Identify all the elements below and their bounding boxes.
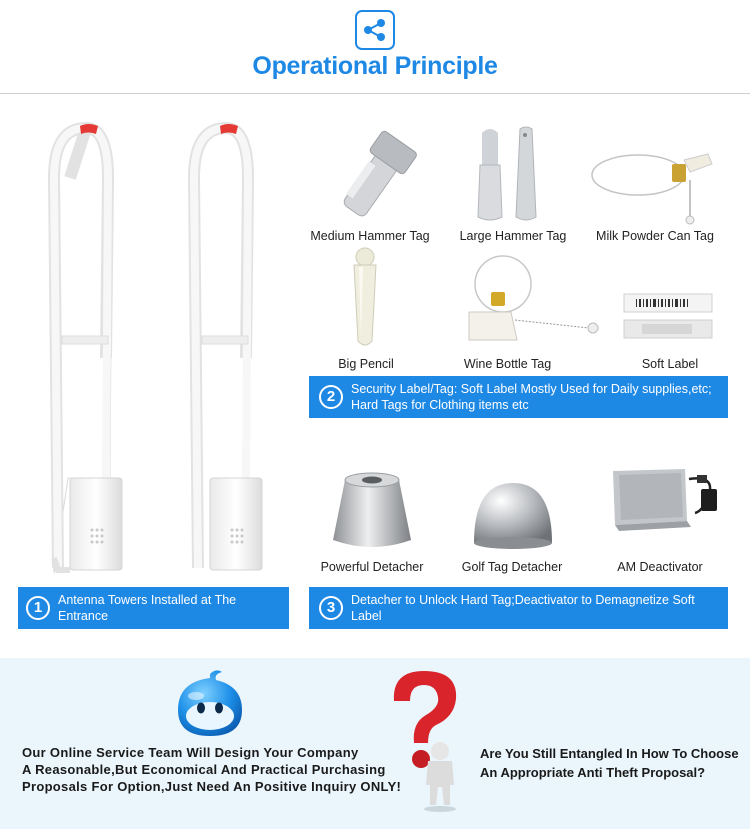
footer-service-text: Our Online Service Team Will Design Your Company A Reasonable,But Economical And Practical Purchasing Proposals For Option,Just Need An Positive Inquiry ONLY! [22, 745, 402, 794]
banner-text: Security Label/Tag: Soft Label Mostly Used for Daily supplies,etc; Hard Tags for Clothing items etc [351, 382, 712, 412]
step-number: 3 [319, 596, 343, 620]
label-powerful-detacher: Powerful Detacher [320, 560, 424, 574]
label-am-deactivator: AM Deactivator [617, 560, 703, 574]
label-big-pencil: Big Pencil [338, 357, 394, 371]
page-title: Operational Principle [252, 52, 498, 80]
powerful-detacher-image [325, 470, 420, 555]
big-pencil-tag-image [340, 245, 390, 350]
label-golf-tag-detacher: Golf Tag Detacher [461, 560, 563, 574]
header-divider [0, 93, 750, 94]
banner-text: Detacher to Unlock Hard Tag;Deactivator to Demagnetize Soft Label [351, 593, 695, 623]
step-number: 2 [319, 385, 343, 409]
label-wine-bottle-tag: Wine Bottle Tag [463, 357, 552, 371]
banner-security-label [309, 376, 728, 418]
share-icon [355, 10, 395, 50]
footer-question-text: Are You Still Entangled In How To Choose An Appropriate Anti Theft Proposal? [480, 746, 739, 780]
label-medium-hammer-tag: Medium Hammer Tag [310, 229, 430, 243]
banner-detacher [309, 587, 728, 629]
step-number: 1 [26, 596, 50, 620]
label-milk-powder-can-tag: Milk Powder Can Tag [596, 229, 714, 243]
banner-antenna-towers [18, 587, 289, 629]
banner-text: Antenna Towers Installed at The Entrance [58, 593, 237, 623]
antenna-towers-image [40, 118, 280, 583]
medium-hammer-tag-image [335, 130, 425, 225]
label-large-hammer-tag: Large Hammer Tag [459, 229, 567, 243]
mascot-icon [172, 668, 248, 740]
large-hammer-tag-image [470, 125, 550, 225]
soft-label-image [618, 292, 718, 342]
label-soft-label: Soft Label [641, 357, 699, 371]
milk-powder-can-tag-image [590, 150, 720, 230]
wine-bottle-tag-image [455, 250, 615, 350]
am-deactivator-image [605, 465, 725, 535]
golf-tag-detacher-image [468, 475, 558, 555]
